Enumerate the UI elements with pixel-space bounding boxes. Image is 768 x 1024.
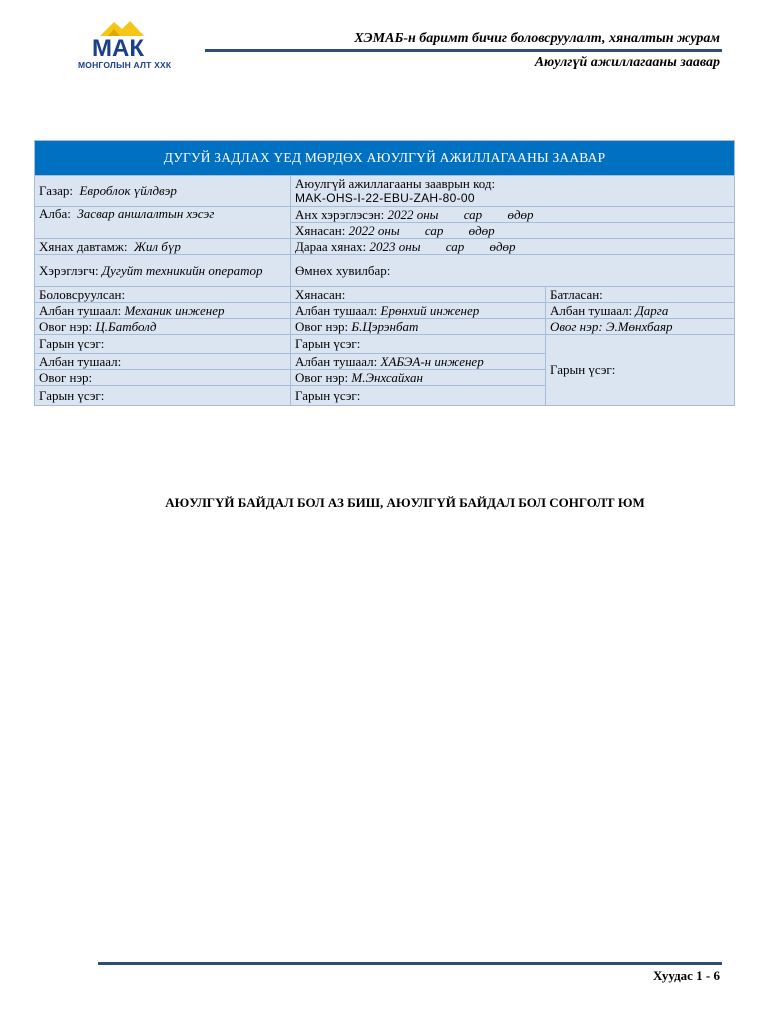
- approved-label: Батласан:: [546, 287, 735, 303]
- first-use-label: Анх хэрэглэсэн:: [295, 206, 385, 222]
- approved-position-cell: [546, 303, 735, 319]
- checked-position: Ерөнхий инженер: [380, 302, 480, 318]
- table-row: [35, 287, 735, 303]
- checked-name: Б.Цэрэнбат: [351, 318, 419, 334]
- next-review-year: 2023 оны: [369, 238, 421, 254]
- place-label: Газар:: [39, 183, 73, 198]
- previous-version-label: Өмнөх хувилбар:: [295, 262, 391, 278]
- signature-blank-2: Гарын үсэг:: [291, 386, 546, 406]
- signature-blank-1: Гарын үсэг:: [35, 386, 291, 406]
- table-row: [35, 319, 735, 335]
- checked-name-cell: [291, 319, 546, 335]
- reviewed-year: 2022 оны: [348, 222, 400, 238]
- approved-name-cell: [546, 319, 735, 335]
- review-frequency-cell: [35, 239, 291, 255]
- form-banner: ДУГУЙ ЗАДЛАХ ҮЕД МӨРДӨХ АЮУЛГҮЙ АЖИЛЛАГААНЫ ЗААВАР: [35, 141, 735, 176]
- prepared-name: Ц.Батболд: [95, 318, 157, 334]
- code-value: MAK-OHS-I-22-EBU-ZAH-80-00: [295, 191, 475, 205]
- safety-slogan: АЮУЛГҮЙ БАЙДАЛ БОЛ АЗ БИШ, АЮУЛГҮЙ БАЙДАЛ БОЛ СОНГОЛТ ЮМ: [165, 495, 645, 510]
- first-use-month: сар: [463, 206, 483, 222]
- prepared-signature: Гарын үсэг:: [35, 335, 291, 354]
- reviewed-label: Хянасан:: [295, 222, 346, 238]
- checked2-name-cell: [291, 370, 546, 386]
- page-number: Хуудас 1 - 6: [653, 968, 720, 983]
- approved-position: Дарга: [635, 302, 669, 318]
- next-review-day: өдөр: [489, 238, 516, 254]
- prepared-position-cell: [35, 303, 291, 319]
- name-label: Овог нэр:: [295, 369, 349, 385]
- next-review-month: сар: [445, 238, 465, 254]
- checked2-position-cell: [291, 354, 546, 370]
- name-label-blank: Овог нэр:: [35, 370, 291, 386]
- company-logo: [78, 18, 172, 73]
- table-row: [35, 239, 735, 255]
- unit-value: Засвар аншлалтын хэсэг: [77, 206, 215, 221]
- next-review-label: Дараа хянах:: [295, 238, 367, 254]
- logo-subtitle: МОНГОЛЫН АЛТ ХХК: [78, 60, 172, 70]
- user-value: Дугуйт техникийн оператор: [101, 262, 263, 278]
- review-frequency-label: Хянах давтамж:: [39, 238, 128, 254]
- checked2-name: М.Энхсайхан: [351, 369, 423, 385]
- reviewed-month: сар: [424, 222, 444, 238]
- unit-label: Алба:: [39, 206, 71, 221]
- first-use-year: 2022 оны: [387, 206, 439, 222]
- place-value: Евроблок үйлдвэр: [79, 183, 177, 198]
- previous-version-cell: [291, 255, 735, 287]
- document-subtitle: Аюулгүй ажиллагааны заавар: [534, 55, 720, 70]
- next-review-cell: [291, 239, 735, 255]
- name-label: Овог нэр:: [295, 318, 349, 334]
- header-rule: [205, 49, 722, 52]
- position-label-blank: Албан тушаал:: [35, 354, 291, 370]
- approved-name: Э.Мөнхбаяр: [605, 318, 673, 334]
- checked2-position: ХАБЭА-н инженер: [380, 353, 484, 369]
- table-row: [35, 141, 735, 176]
- table-row: [35, 176, 735, 207]
- place-cell: [35, 176, 291, 207]
- first-use-cell: [291, 207, 735, 223]
- name-label: Овог нэр:: [550, 318, 603, 334]
- document-title: ХЭМАБ-н баримт бичиг боловсруулалт, хяналтын журам: [354, 31, 720, 46]
- position-label: Албан тушаал:: [550, 302, 633, 318]
- logo-mark: [78, 18, 158, 60]
- prepared-name-cell: [35, 319, 291, 335]
- user-label: Хэрэглэгч:: [39, 262, 99, 278]
- footer-rule: [98, 962, 722, 965]
- position-label: Албан тушаал:: [295, 302, 378, 318]
- review-frequency-value: Жил бүр: [133, 238, 181, 254]
- reviewed-day: өдөр: [468, 222, 495, 238]
- position-label: Албан тушаал:: [295, 353, 378, 369]
- position-label: Албан тушаал:: [39, 302, 122, 318]
- reviewed-cell: [291, 223, 735, 239]
- checked-position-cell: [291, 303, 546, 319]
- code-label: Аюулгүй ажиллагааны зааврын код:: [295, 176, 496, 191]
- prepared-label: Боловсруулсан:: [35, 287, 291, 303]
- logo-text: МАК: [92, 35, 144, 60]
- approval-form-table: [34, 140, 735, 406]
- first-use-day: өдөр: [507, 206, 534, 222]
- table-row: [35, 335, 735, 354]
- checked-signature: Гарын үсэг:: [291, 335, 546, 354]
- checked-label: Хянасан:: [291, 287, 546, 303]
- user-cell: [35, 255, 291, 287]
- approved-signature: Гарын үсэг:: [546, 335, 735, 406]
- name-label: Овог нэр:: [39, 318, 93, 334]
- prepared-position: Механик инженер: [124, 302, 225, 318]
- table-row: [35, 255, 735, 287]
- unit-cell: [35, 207, 291, 239]
- table-row: [35, 303, 735, 319]
- code-cell: [291, 176, 735, 207]
- table-row: [35, 207, 735, 223]
